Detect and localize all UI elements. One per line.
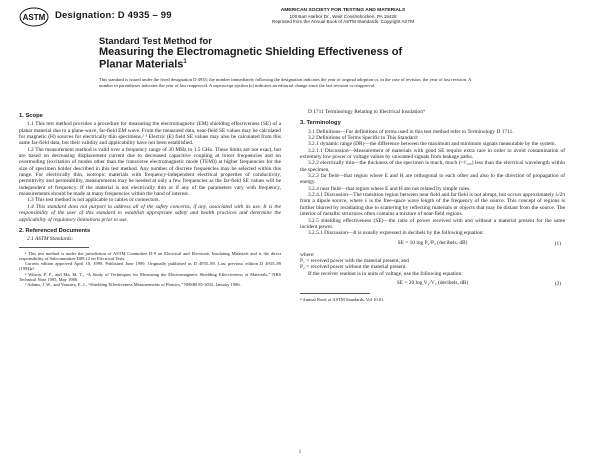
para-1-1: 1.1 This test method provides a procedure for measuring the electromagnetic (EM) shielding effectiveness (SE) of a planar material due to a plane-wave, far-field EM wave. From the measured data, near-field SE values may be calculated for magnetic (H) sources for electrically thin specimens.² ³ Electric (E) field SE values may also be calculated from this same far-field data, but their validity and applicability have not been established. [19, 121, 281, 147]
footnotes [19, 251, 281, 288]
equation-1-number: (1) [554, 240, 561, 247]
page-number: 1 [298, 449, 302, 455]
title-line-2: Planar Materials [99, 58, 184, 71]
footnote-4: ⁴ Annual Book of ASTM Standards, Vol 10.01. [300, 296, 385, 302]
para-1-4: 1.4 This standard does not purport to address all of the safety concerns, if any, associated with its use. It is the responsibility of the user of this standard to establish appropriate safety and health practices and determine the applicability of regulatory limitations prior to use. [19, 203, 281, 223]
para-3-2-5-1: 3.2.5.1 Discussion—It is usually expressed in decibels by the following equation: [308, 230, 484, 237]
para-2-1: 2.1 ASTM Standards: [27, 236, 74, 243]
equation-2-text: SE = 20 log V₁/V₂ (decibels, dB) [396, 279, 469, 286]
para-3-2-5: 3.2.5 shielding effectiveness (SE)—the ratio of power received with and without a material present for the same incident power. [300, 217, 565, 230]
footnote-2: ² Wilson, P. F., and Ma, M. T., “A Study of Techniques for Measuring the Electromagnetic Shielding Effectiveness of Materials,” NBS Technical Note 1095, May 1986. [19, 271, 281, 283]
para-3-2-2: 3.2.2 electrically thin—the thickness of the specimen is much, much (<¹⁄₁₀₀) less than the electrical wavelength within the specimen. [300, 160, 565, 173]
para-1-3: 1.3 This test method is not applicable to cables or connectors. [27, 197, 160, 204]
ref-d1711: D 1711 Terminology Relating to Electrical Insulation⁴ [308, 109, 425, 115]
society-reprint: Reprinted from the Annual Book of ASTM Standards. Copyright ASTM [271, 19, 415, 25]
para-3-2-3: 3.2.3 far field—that region where E and H are orthogonal to each other and also to the direction of propagation of energy. [300, 173, 565, 186]
title-footnote-mark: 1 [183, 59, 187, 66]
where-label: where: [300, 251, 315, 258]
section-1-heading: 1. Scope [19, 113, 43, 119]
footnote-1: ¹ This test method is under the jurisdiction of ASTM Committee D-9 on Electrical and Electronic Insulating Materials and is the direct responsibility of Subcommittee D09.12 on Electrical Tests. [19, 250, 281, 261]
where-p1: P₁ = received power with the material present, and [300, 257, 409, 264]
para-3-2-1-1: 3.2.1.1 Discussion—Measurement of materials with good SE require extra care in order to avoid contamination of extremely low power or voltage values by unwanted signals from leakage paths. [300, 147, 565, 161]
para-3-2-4: 3.2.4 near field—that region where E and H are not related by simple rules. [308, 185, 471, 192]
left-column [19, 109, 281, 288]
equation-2-number: (2) [554, 280, 561, 287]
society-block [258, 8, 428, 25]
astm-logo [19, 7, 49, 27]
para-3-2: 3.2 Definitions of Terms Specific to This Standard: [308, 135, 419, 142]
footnote-rule [19, 247, 89, 248]
right-column [300, 109, 565, 302]
para-1-2: 1.2 The measurement method is valid over a frequency range of 30 MHz to 1.5 GHz. These limits are not exact, but are based on decreasing displacement current due to decreased capacitive coupling at lower frequencies and on overmoding (excitation of modes other than the transverse electromagnetic mode (TEM)) at higher frequencies for the size of specimen holder described in this test method. Any number of discrete frequencies may be selected within this range. For electrically thin, isotropic materials with frequency-independent electrical properties of conductivity, permittivity and permeability, measurements may be needed at only a few frequencies as the far-field SE values will be independent of frequency. If the material is not electrically thin or if any of the parameters vary with frequency, measurements should be made at many frequencies within the band of interest. [19, 146, 281, 198]
equation-1-text: SE = 10 log P₁/P₂ (decibels, dB) [397, 239, 468, 246]
equation-1 [300, 240, 565, 249]
voltage-note: If the receiver readout is in units of voltage, use the following equation: [308, 270, 463, 277]
section-2-heading: 2. Referenced Documents [19, 227, 91, 234]
document-title [99, 36, 402, 70]
para-3-1: 3.1 Definitions—For definitions of terms used in this test method refer to Terminology D 1711. [308, 128, 514, 135]
title-line-1: Measuring the Electromagnetic Shielding Effectiveness of [99, 45, 403, 58]
footnote-1b: Current edition approved April 10, 1999. Published June 1999. Originally published as D 4935–89. Last previous edition D 4935–89 (1994)ε¹. [19, 261, 281, 272]
designation: Designation: D 4935 – 99 [55, 10, 172, 21]
title-standard: Standard Test Method for [99, 35, 212, 46]
equation-2 [300, 280, 565, 289]
society-address: 100 Barr Harbor Dr., West Conshohocken, PA 19428 [289, 13, 397, 19]
where-p2: P₂ = received power without the material present. [300, 264, 407, 271]
issued-note: This standard is issued under the fixed designation D 4935; the number immediately following the designation indicates the year of original adoption or, in the case of revision, the year of last revision. A number in parentheses indicates the year of last reapproval. A superscript epsilon (ε) indicates an editorial change since the last revision or reapproval. [99, 77, 472, 88]
footnote-rule-right [300, 293, 370, 294]
footnote-3: ³ Adams, J. W., and Vanzura, E. J., “Shielding Effectiveness Measurements of Plastics,” NBSIR 85-3035, January 1986. [25, 282, 241, 288]
society-name: AMERICAN SOCIETY FOR TESTING AND MATERIALS [280, 8, 406, 13]
para-3-2-4-1: 3.2.4.1 Discussion—The transition region between near field and far field is not abrupt, but occurs approximately λ/2π from a dipole source, where λ is the free-space wave length of the frequency of the source. This concept of regions is further blurred by reradiating due to scattering by reflecting materials or objects that may be distant from the source. The interior of metallic structures often contains a mixture of near-field regions. [300, 192, 565, 218]
para-3-2-1: 3.2.1 dynamic range (DR)—the difference between the maximum and minimum signals measurable by the system. [308, 141, 556, 148]
section-3-heading: 3. Terminology [300, 120, 341, 127]
logo-text: ASTM [22, 13, 46, 22]
